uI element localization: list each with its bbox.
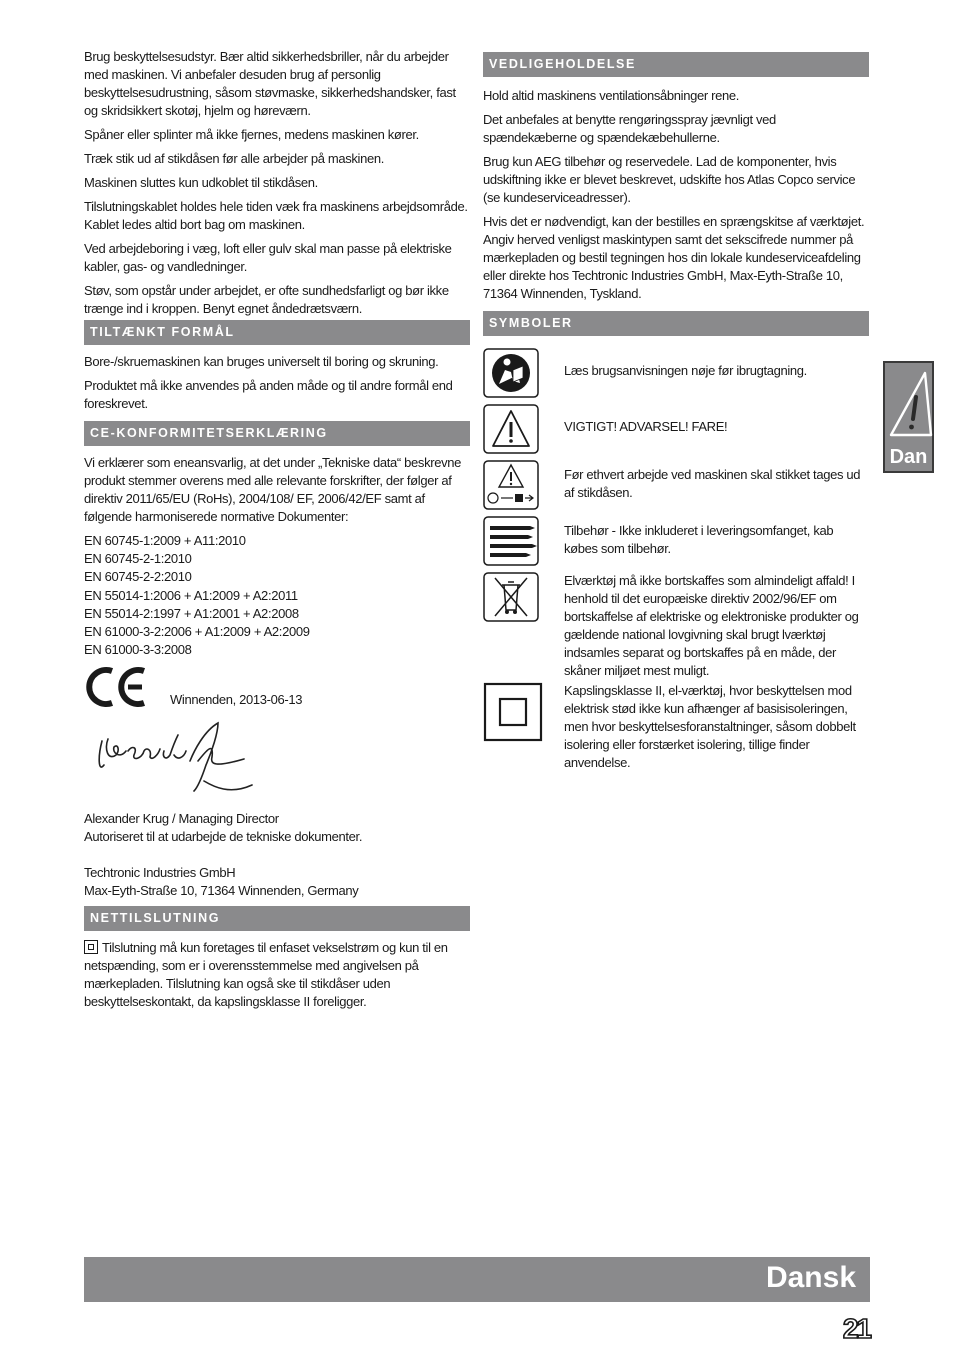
ce-paragraph: Vi erklærer som eneansvarlig, at det under „Tekniske data“ beskrevne produkt stemmer overens med alle relevante forskrifter, der følger af direktiv 2011/65/EU (RoHs), 2004/108/ EF, 2006/42/EF samt af følgende harmoniserede normative Dokumenter: <box>84 455 461 524</box>
intro-paragraph: Træk stik ud af stikdåsen før alle arbejder på maskinen. <box>84 151 384 166</box>
intro-paragraph: Ved arbejdeboring i væg, loft eller gulv skal man passe på elektriske kabler, gas- og vandledninger. <box>84 241 452 274</box>
standard-item: EN 55014-1:2006 + A1:2009 + A2:2011 <box>84 587 298 603</box>
standard-item: EN 60745-2-2:2010 <box>84 569 192 585</box>
intro-paragraph: Tilslutningskablet holdes hele tiden væk fra maskinens arbejdsområde. Kablet ledes altid bort bag om maskinen. <box>84 199 468 232</box>
intro-paragraph: Brug beskyttelsesudstyr. Bær altid sikkerhedsbriller, når du arbejder med maskinen. Vi anbefaler desuden brug af personlig beskyttelsesudrustning, såsom støvmaske, sikkerhedshandsker, fast og skridsikkert skotøj, hjelm og høreværn. <box>84 49 456 118</box>
section-heading-ce: CE-KONFORMITETSERKLÆRING <box>84 421 470 446</box>
intro-paragraph: Spåner eller splinter må ikke fjernes, medens maskinen kører. <box>84 127 419 142</box>
standard-item: EN 61000-3-3:2008 <box>84 642 192 658</box>
signature-image <box>94 721 264 799</box>
symbol-row <box>483 516 869 566</box>
symbol-row <box>483 682 869 772</box>
signer-name: Alexander Krug / Managing Director <box>84 811 279 827</box>
symbol-text: Før ethvert arbejde ved maskinen skal stikket tages ud af stikdåsen. <box>564 467 861 500</box>
section-heading-tiltaenkt: TILTÆNKT FORMÅL <box>84 320 470 345</box>
signer-block <box>84 810 470 900</box>
warning-triangle-icon <box>889 369 933 439</box>
purpose-paragraph: Bore-/skruemaskinen kan bruges universelt til boring og skruning. <box>84 354 439 369</box>
accessories-icon <box>483 516 539 566</box>
symbol-text: Læs brugsanvisningen nøje før ibrugtagning. <box>564 363 807 378</box>
maint-paragraph: Det anbefales at benytte rengøringsspray jævnligt ved spændekæberne og spændekæbehullerne. <box>483 112 776 145</box>
footer-language-label: Dansk <box>765 1261 856 1294</box>
section-heading-net: NETTILSLUTNING <box>84 906 470 931</box>
weee-crossed-bin-icon <box>483 572 539 622</box>
section-heading-maint: VEDLIGEHOLDELSE <box>483 52 869 77</box>
ce-date: Winnenden, 2013-06-13 <box>170 692 303 708</box>
section-heading-symbols: SYMBOLER <box>483 311 869 336</box>
language-side-tab <box>883 361 934 473</box>
symbol-text: VIGTIGT! ADVARSEL! FARE! <box>564 419 728 434</box>
maint-paragraph: Brug kun AEG tilbehør og reservedele. Lad de komponenter, hvis udskiftning ikke er blevet beskrevet, udskifte hos Atlas Copco service (se kundeserviceadresser). <box>483 154 856 205</box>
read-manual-icon <box>483 348 539 398</box>
standard-item: EN 60745-2-1:2010 <box>84 551 192 567</box>
net-paragraph <box>84 939 470 1011</box>
intro-paragraph: Støv, som opstår under arbejdet, er ofte sundhedsfarligt og bør ikke trænge ind i kroppen. Benyt egnet åndedrætsværn. <box>84 283 449 316</box>
maint-paragraph: Hold altid maskinens ventilationsåbninger rene. <box>483 88 739 103</box>
symbol-row <box>483 404 869 454</box>
standard-item: EN 55014-2:1997 + A1:2001 + A2:2008 <box>84 605 299 621</box>
intro-paragraph: Maskinen sluttes kun udkoblet til stikdåsen. <box>84 175 318 190</box>
maint-paragraph: Hvis det er nødvendigt, kan der bestilles en sprængskitse af værktøjet. Angiv herved venligst maskintypen samt det sekscifrede nummer på mærkepladen og bestil tegningen hos din lokale kundeserviceafdeling eller direkte hos Techtronic Industries GmbH, Max-Eyth-Straße 10, 71364 Winnenden, Tyskland. <box>483 214 865 301</box>
warning-triangle-icon <box>483 404 539 454</box>
company-name: Techtronic Industries GmbH <box>84 865 236 881</box>
symbol-text: Elværktøj må ikke bortskaffes som almindeligt affald! I henhold til det europæiske direktiv 2002/96/EF om bortskaffelse af elektriske og elektroniske produkter og gældende national lovgivning skal brugt lværktøj indsamles separat og bortskaffes på en måde, der skåner miljøet mest muligt. <box>564 573 859 678</box>
ce-mark-row <box>84 669 470 709</box>
symbol-row <box>483 348 869 398</box>
standards-list <box>84 532 470 659</box>
standard-item: EN 61000-3-2:2006 + A1:2009 + A2:2009 <box>84 624 310 640</box>
footer-language-bar <box>84 1257 870 1302</box>
symbol-row <box>483 572 869 680</box>
net-text: Tilslutning må kun foretages til enfaset vekselstrøm og kun til en netspænding, som er i overensstemmelse med angivelsen på mærkepladen. Tilslutning kan også ske til stikdåser uden beskyttelseskontakt, da kapslingsklasse II foreligger. <box>84 940 448 1010</box>
unplug-warning-icon <box>483 460 539 510</box>
left-column <box>84 48 470 1017</box>
symbol-text: Tilbehør - Ikke inkluderet i leveringsomfanget, kab købes som tilbehør. <box>564 523 834 556</box>
page-number: 21 <box>842 1313 870 1344</box>
purpose-paragraph: Produktet må ikke anvendes på anden måde og til andre formål end foreskrevet. <box>84 378 453 411</box>
side-tab-label: Dan <box>889 446 928 468</box>
ce-mark-icon <box>84 665 150 709</box>
right-column <box>483 48 869 778</box>
symbol-row <box>483 460 869 510</box>
class-ii-insulation-icon <box>483 682 543 742</box>
authorized-text: Autoriseret til at udarbejde de tekniske dokumenter. <box>84 829 363 845</box>
company-address: Max-Eyth-Straße 10, 71364 Winnenden, Germany <box>84 883 359 899</box>
symbol-text: Kapslingsklasse II, el-værktøj, hvor beskyttelsen mod elektrisk stød ikke kun afhænger af basisisoleringen, men hvor beskyttelsesforanstaltninger, såsom dobbelt isolering eller forstærket isolering, tillige finder anvendelse. <box>564 683 856 770</box>
standard-item: EN 60745-1:2009 + A11:2010 <box>84 533 246 548</box>
class-ii-small-icon <box>84 940 98 954</box>
